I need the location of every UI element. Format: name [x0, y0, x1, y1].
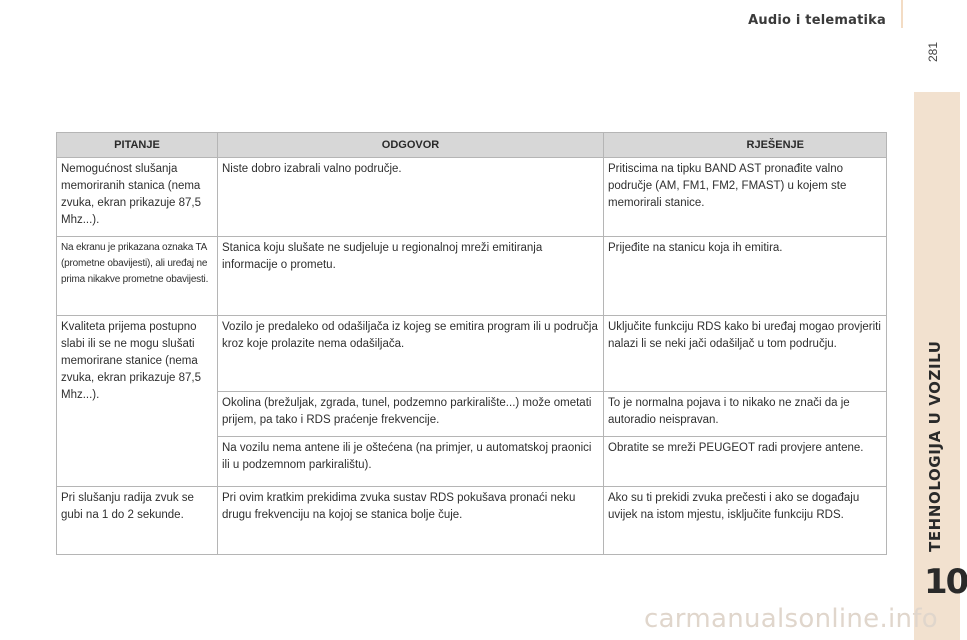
- answer-cell: Vozilo je predaleko od odašiljača iz kojeg se emitira program ili u područja kroz koje prolazite nema odašiljača.: [218, 316, 604, 392]
- header-divider: [901, 0, 903, 28]
- question-cell: Pri slušanju radija zvuk se gubi na 1 do 2 sekunde.: [57, 487, 218, 555]
- troubleshooting-table: [56, 132, 887, 555]
- question-cell: Kvaliteta prijema postupno slabi ili se ne mogu slušati memorirane stanice (nema zvuka, ekran prikazuje 87,5 Mhz...).: [57, 316, 218, 487]
- section-title: Audio i telematika: [748, 13, 886, 28]
- question-cell: Nemogućnost slušanja memoriranih stanica (nema zvuka, ekran prikazuje 87,5 Mhz...).: [57, 158, 218, 237]
- table-row: [57, 158, 887, 237]
- answer-cell: Niste dobro izabrali valno područje.: [218, 158, 604, 237]
- watermark-text: carmanualsonline.info: [643, 604, 938, 634]
- page-number: 281: [926, 41, 940, 62]
- solution-cell: Ako su ti prekidi zvuka prečesti i ako se događaju uvijek na istom mjestu, isključite funkciju RDS.: [604, 487, 887, 555]
- solution-cell: Pritiscima na tipku BAND AST pronađite valno područje (AM, FM1, FM2, FMAST) u kojem ste memorirali stanice.: [604, 158, 887, 237]
- chapter-title: TEHNOLOGIJA U VOZILU: [926, 340, 944, 552]
- column-header-question: PITANJE: [57, 133, 218, 158]
- solution-cell: Obratite se mreži PEUGEOT radi provjere antene.: [604, 437, 887, 487]
- answer-cell: Okolina (brežuljak, zgrada, tunel, podzemno parkiralište...) može ometati prijem, pa tako i RDS praćenje frekvencije.: [218, 392, 604, 437]
- answer-cell: Na vozilu nema antene ili je oštećena (na primjer, u automatskoj praonici ili u podzemnom parkiralištu).: [218, 437, 604, 487]
- column-header-answer: ODGOVOR: [218, 133, 604, 158]
- solution-cell: Uključite funkciju RDS kako bi uređaj mogao provjeriti nalazi li se neki jači odašiljač u tom području.: [604, 316, 887, 392]
- table-header-row: [57, 133, 887, 158]
- answer-cell: Pri ovim kratkim prekidima zvuka sustav RDS pokušava pronaći neku drugu frekvenciju na kojoj se stanica bolje čuje.: [218, 487, 604, 555]
- solution-cell: Prijeđite na stanicu koja ih emitira.: [604, 237, 887, 316]
- column-header-solution: RJEŠENJE: [604, 133, 887, 158]
- chapter-number: 10: [924, 562, 967, 602]
- question-cell: Na ekranu je prikazana oznaka TA (prometne obavijesti), ali uređaj ne prima nikakve prometne obavijesti.: [57, 237, 218, 316]
- table-row: [57, 316, 887, 392]
- table-row: [57, 237, 887, 316]
- table-row: [57, 487, 887, 555]
- answer-cell: Stanica koju slušate ne sudjeluje u regionalnoj mreži emitiranja informacije o prometu.: [218, 237, 604, 316]
- solution-cell: To je normalna pojava i to nikako ne znači da je autoradio neispravan.: [604, 392, 887, 437]
